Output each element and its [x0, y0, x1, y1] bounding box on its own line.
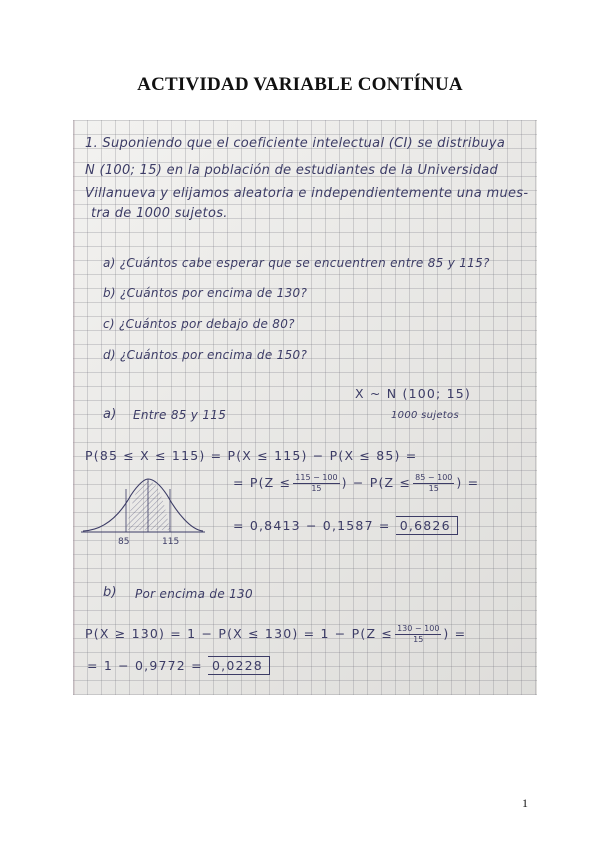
section-b-title: Por encima de 130	[135, 587, 253, 601]
page-title: ACTIVIDAD VARIABLE CONTÍNUA	[137, 74, 463, 95]
curve-label-115: 115	[162, 537, 180, 547]
question-c: c) ¿Cuántos por debajo de 80?	[103, 317, 295, 331]
curve-label-85: 85	[118, 537, 130, 547]
equation-a-line-2: = P(Z ≤ $\frac{115 - 100}{15}$ ) − P(Z ≤ $\frac{85 - 100}{15}$ ) =	[233, 473, 480, 493]
section-b-label: b)	[103, 585, 117, 600]
problem-line-3: Villanueva y elijamos aleatoria e independientemente una mues-	[85, 186, 529, 201]
section-a-title: Entre 85 y 115	[133, 408, 227, 422]
equation-a-line-3: = 0,8413 − 0,1587 = 0,6826	[233, 516, 458, 535]
problem-line-2: N (100; 15) en la población de estudiantes de la Universidad	[85, 163, 499, 178]
result-b-box: 0,0228	[208, 656, 270, 675]
problem-line-4: tra de 1000 sujetos.	[91, 206, 228, 221]
question-b: b) ¿Cuántos por encima de 130?	[103, 286, 308, 300]
fraction-85: $\frac{85 - 100}{15}$	[415, 473, 453, 493]
equation-b-line-1: P(X ≥ 130) = 1 − P(X ≤ 130) = 1 − P(Z ≤ $\frac{130 - 100}{15}$ ) =	[85, 624, 467, 644]
equation-b-line-2: = 1 − 0,9772 = 0,0228	[87, 656, 270, 675]
question-a: a) ¿Cuántos cabe esperar que se encuentren entre 85 y 115?	[103, 256, 490, 270]
handwritten-notes-photo	[73, 120, 537, 695]
equation-a-line-1: P(85 ≤ X ≤ 115) = P(X ≤ 115) − P(X ≤ 85) =	[85, 448, 418, 463]
fraction-130: $\frac{130 - 100}{15}$	[397, 624, 440, 644]
fraction-115: $\frac{115 - 100}{15}$	[295, 473, 338, 493]
page-number: 1	[522, 796, 528, 810]
result-a-box: 0,6826	[396, 516, 458, 535]
question-d: d) ¿Cuántos por encima de 150?	[103, 348, 308, 362]
normal-curve-sketch	[81, 475, 206, 547]
distribution-label: X ~ N (100; 15)	[355, 386, 472, 401]
section-a-label: a)	[103, 407, 117, 422]
sample-size-label: 1000 sujetos	[391, 410, 459, 421]
notebook-margin-line	[73, 120, 75, 695]
problem-line-1: 1. Suponiendo que el coeficiente intelectual (CI) se distribuya	[85, 136, 506, 151]
